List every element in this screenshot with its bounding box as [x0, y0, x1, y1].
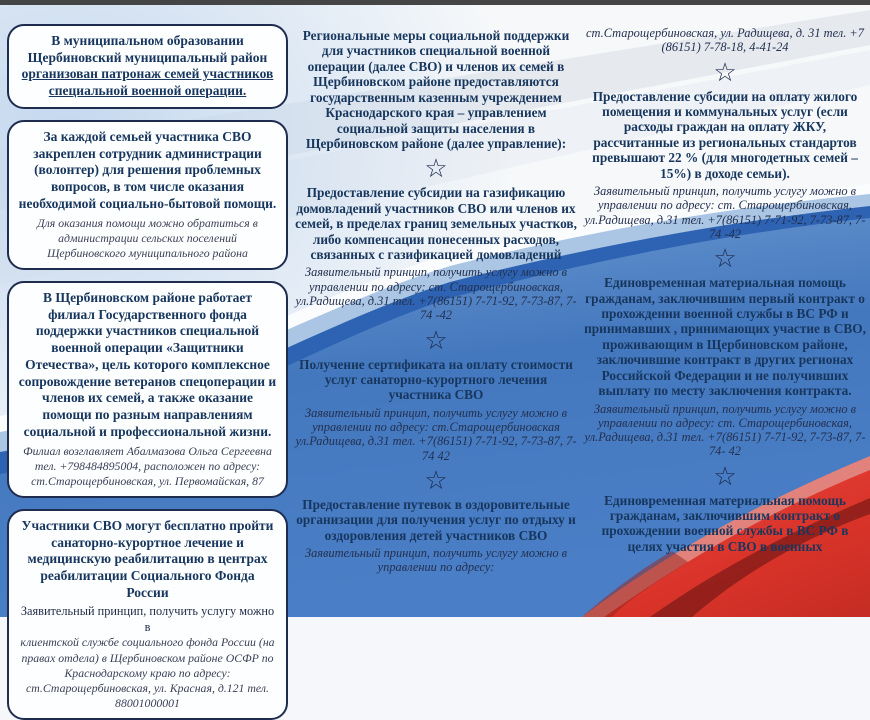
star-icon: ☆	[424, 154, 448, 185]
box-title: Участники СВО могут бесплатно пройти санаторно-курортное лечение и медицинскую реабилитацию в центрах реабилитации Социального Фонда России	[21, 517, 274, 600]
box-title: За каждой семьей участника СВО закреплен сотрудник администрации (волонтер) для решения проблемных вопросов, в том числе оказания необходимой социально-бытовой помощи.	[18, 128, 277, 211]
info-box-volunteer	[7, 120, 288, 270]
box-note: клиентской службе социального фонда России (на правах отдела) в Щербиновском районе ОСФР по Краснодарскому краю по адресу: ст.Старощербиновская, ул. Красная, д.121 тел. 88001000001	[20, 635, 275, 710]
regional-measures-intro: Региональные меры социальной поддержки для участников специальной военной операции (далее СВО) и членов их семей в Щербиновском районе предоставляются государственным казенным учреждением Краснодарского края – управлением социальной защиты населения в Щербиновском районе (далее управление):	[302, 28, 570, 151]
info-box-defenders-fund	[7, 281, 288, 498]
measure-title-vouchers: Предоставление путевок в оздоровительные организации для получения услуг по отдыху и оздоровления детей участников СВО	[296, 496, 576, 543]
box-note: Для оказания помощи можно обратиться в администрации сельских поселений Щербиновского муниципального района	[37, 215, 258, 260]
box-text-underlined: организован патронаж семей участников специальной военной операции.	[21, 66, 274, 99]
right-column	[584, 26, 866, 554]
star-icon: ☆	[424, 465, 448, 496]
measure-title-lump-sum-contract: Единовременная материальная помощь гражданам, заключившим контракт о прохождении военной службы в ВС РФ в целях участия в СВО в военных	[601, 492, 849, 554]
measure-note: Заявительный принцип, получить услугу можно в управлении по адресу: ст. Старощербиновская, ул.Радищева, д.31 тел. +7(86151) 7-71-92, 7-73-87, 7-74- 42	[584, 401, 866, 459]
measure-note: Заявительный принцип, получить услугу можно в управлении по адресу:	[304, 546, 568, 575]
middle-column	[293, 28, 579, 575]
box-note: Филиал возглавляет Абалмазова Ольга Сергеевна тел. +798484895004, расположен по адресу: ст.Старощербиновская, ул. Первомайская, 87	[23, 443, 272, 488]
box-title: В Щербиновском районе работает филиал Государственного фонда поддержки участников специальной военной операции «Защитники Отечества», цель которого комплексное сопровождение ветеранов спецоперации и членов их семей, а также оказание помощи по разным направлениям социальной и профессиональной жизни.	[18, 289, 277, 439]
star-icon: ☆	[713, 57, 737, 88]
measure-note: Заявительный принцип, получить услугу можно в управлении по адресу: ст. Старощербиновская, ул.Радищева, д.31 тел. +7(86151) 7-71-92, 7-73-87, 7-74 -42	[584, 184, 866, 241]
address-continuation: ст.Старощербиновская, ул. Радищева, д. 31 тел. +7 (86151) 7-78-18, 4-41-24	[586, 26, 864, 55]
star-icon: ☆	[713, 461, 737, 492]
left-column	[7, 24, 288, 720]
box-title	[18, 33, 277, 100]
star-icon: ☆	[424, 325, 448, 356]
measure-title-certificate: Получение сертификата на оплату стоимости услуг санаторно-курортного лечения участника СВО	[299, 356, 573, 403]
measure-title-housing-subsidy: Предоставление субсидии на оплату жилого помещения и коммунальных услуг (если расходы граждан на оплату ЖКУ, рассчитанные из региональных стандартов превышают 22 % (для многодетных семей – 15%) в доходе семьи).	[592, 88, 858, 181]
measure-note: Заявительный принцип, получить услугу можно в управлении по адресу: ст. Старощербиновская, ул.Радищева, д.31 тел. +7(86151) 7-71-92, 7-73-87, 7-74 -42	[295, 265, 577, 323]
info-box-patronage	[7, 24, 288, 109]
box-text: В муниципальном образовании Щербиновский муниципальный район	[27, 33, 268, 65]
box-note-lead: Заявительный принцип, получить услугу можно в	[20, 604, 275, 634]
measure-title-lump-sum-first-contract: Единовременная материальная помощь гражданам, заключившим первый контракт о прохождении военной службы в ВС РФ и принимавших , принимающих участие в СВО, проживающим в Щербиновском районе, заключившие контракт в других регионах Российской Федерации и не получивших выплату по месту заключения контракта.	[584, 275, 866, 399]
measure-title-gasification: Предоставление субсидии на газификацию домовладений участников СВО или членов их семей, в пределах границ земельных участков, либо компенсации понесенных расходов, связанных с газификацией домовладений	[295, 185, 577, 263]
measure-note: Заявительный принцип, получить услугу можно в управлении по адресу: ст.Старощербиновская ул.Радищева, д.31 тел. +7(86151) 7-71-92, 7-73-87, 7-74 42	[295, 405, 577, 463]
star-icon: ☆	[713, 244, 737, 275]
info-box-sanatorium	[7, 509, 288, 720]
